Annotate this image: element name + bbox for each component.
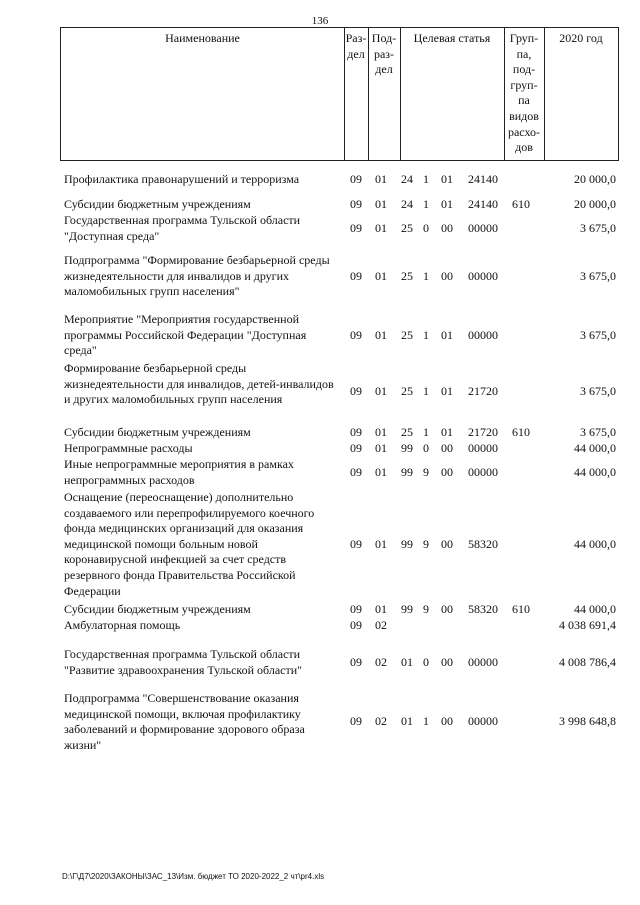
cell-direction: 21720 — [468, 384, 498, 399]
cell-event: 00 — [441, 714, 453, 729]
col-divider — [544, 28, 545, 160]
cell-name: Профилактика правонарушений и терроризма — [64, 172, 300, 186]
cell-event: 00 — [441, 220, 453, 235]
cell-section: 09 — [350, 220, 362, 235]
cell-event: 00 — [441, 441, 453, 455]
cell-section: 09 — [350, 602, 362, 616]
file-path-footer: D:\Г\Д7\2020\ЗАКОНЫ\ЗАС_13\Изм. бюджет ТО 2020-2022_2 чт\pr4.xls — [62, 872, 325, 881]
cell-subsection: 01 — [375, 327, 387, 342]
cell-subsection: 02 — [375, 654, 387, 669]
cell-subprogram: 0 — [423, 441, 429, 455]
cell-section: 09 — [350, 384, 362, 399]
cell-section: 09 — [350, 654, 362, 669]
header-target-article: Целевая статья — [413, 31, 491, 45]
cell-program: 99 — [401, 464, 413, 479]
cell-program: 99 — [401, 602, 413, 616]
table-row — [0, 457, 640, 488]
cell-subprogram: 1 — [423, 425, 429, 439]
table-row — [0, 618, 640, 634]
table-row — [0, 213, 640, 244]
cell-direction: 58320 — [468, 536, 498, 551]
cell-subsection: 02 — [375, 618, 387, 632]
cell-subprogram: 1 — [423, 384, 429, 399]
cell-event: 01 — [441, 197, 453, 211]
table-row — [0, 361, 640, 423]
cell-amount: 3 675,0 — [580, 327, 616, 342]
cell-name: Государственная программа Тульской области "Развитие здравоохранения Тульской области" — [64, 647, 303, 677]
cell-section: 09 — [350, 268, 362, 283]
cell-subprogram: 0 — [423, 654, 429, 669]
header-expense-group: Груп- па, под- груп- па видов расхо- дов — [507, 31, 541, 155]
cell-amount: 4 008 786,4 — [559, 654, 616, 669]
cell-amount: 20 000,0 — [574, 172, 616, 186]
header-subsection: Под- раз- дел — [371, 31, 397, 77]
cell-program: 24 — [401, 172, 413, 186]
cell-subsection: 01 — [375, 425, 387, 439]
cell-event: 01 — [441, 172, 453, 186]
cell-subprogram: 0 — [423, 220, 429, 235]
cell-amount: 4 038 691,4 — [559, 618, 616, 632]
cell-subprogram: 1 — [423, 327, 429, 342]
cell-section: 09 — [350, 197, 362, 211]
cell-program: 25 — [401, 327, 413, 342]
cell-program: 24 — [401, 197, 413, 211]
cell-name: Субсидии бюджетным учреждениям — [64, 425, 251, 439]
cell-subsection: 01 — [375, 268, 387, 283]
cell-amount: 3 675,0 — [580, 384, 616, 399]
cell-subsection: 01 — [375, 441, 387, 455]
cell-expense-type: 610 — [512, 602, 530, 616]
cell-event: 01 — [441, 327, 453, 342]
cell-section: 09 — [350, 714, 362, 729]
table-header — [60, 27, 619, 161]
cell-program: 25 — [401, 384, 413, 399]
table-row — [0, 647, 640, 678]
cell-section: 09 — [350, 327, 362, 342]
cell-direction: 00000 — [468, 464, 498, 479]
cell-program: 99 — [401, 536, 413, 551]
cell-direction: 00000 — [468, 327, 498, 342]
table-row — [0, 197, 640, 213]
cell-amount: 3 675,0 — [580, 220, 616, 235]
cell-subsection: 01 — [375, 536, 387, 551]
cell-subsection: 01 — [375, 220, 387, 235]
cell-direction: 00000 — [468, 714, 498, 729]
cell-name: Иные непрограммные мероприятия в рамках непрограммных расходов — [64, 457, 294, 487]
table-row — [0, 253, 640, 300]
cell-program: 25 — [401, 220, 413, 235]
cell-amount: 3 998 648,8 — [559, 714, 616, 729]
cell-amount: 44 000,0 — [574, 536, 616, 551]
header-section: Раз- дел — [345, 31, 367, 61]
cell-subprogram: 9 — [423, 464, 429, 479]
cell-event: 00 — [441, 602, 453, 616]
cell-subsection: 01 — [375, 602, 387, 616]
cell-name: Подпрограмма "Формирование безбарьерной среды жизнедеятельности для инвалидов и других маломобильных групп населения" — [64, 253, 330, 299]
cell-amount: 3 675,0 — [580, 425, 616, 439]
cell-name: Субсидии бюджетным учреждениям — [64, 197, 251, 211]
header-year: 2020 год — [559, 31, 603, 45]
cell-amount: 44 000,0 — [574, 602, 616, 616]
cell-amount: 20 000,0 — [574, 197, 616, 211]
cell-direction: 00000 — [468, 441, 498, 455]
cell-amount: 44 000,0 — [574, 464, 616, 479]
cell-section: 09 — [350, 441, 362, 455]
cell-subsection: 01 — [375, 197, 387, 211]
table-row — [0, 691, 640, 753]
cell-event: 00 — [441, 536, 453, 551]
cell-subprogram: 1 — [423, 714, 429, 729]
cell-name: Непрограммные расходы — [64, 441, 193, 455]
cell-name: Амбулаторная помощь — [64, 618, 181, 632]
table-row — [0, 312, 640, 359]
cell-subsection: 01 — [375, 464, 387, 479]
cell-name: Субсидии бюджетным учреждениям — [64, 602, 251, 616]
table-row — [0, 172, 640, 188]
cell-amount: 44 000,0 — [574, 441, 616, 455]
cell-section: 09 — [350, 536, 362, 551]
cell-direction: 00000 — [468, 268, 498, 283]
cell-event: 00 — [441, 464, 453, 479]
cell-direction: 24140 — [468, 172, 498, 186]
cell-event: 01 — [441, 425, 453, 439]
cell-subsection: 01 — [375, 172, 387, 186]
cell-name: Мероприятие "Мероприятия государственной программы Российской Федерации "Доступная среда" — [64, 312, 307, 358]
table-row — [0, 490, 640, 599]
cell-subsection: 02 — [375, 714, 387, 729]
cell-expense-type: 610 — [512, 425, 530, 439]
cell-name: Оснащение (переоснащение) дополнительно создаваемого или перепрофилируемого коечного фонда медицинских организаций для оказания медицинской помощи больным новой коронавирусной инфекцией за счет средств резервного фонда Правительства Российской Федерации — [64, 490, 315, 598]
cell-amount: 3 675,0 — [580, 268, 616, 283]
cell-program: 01 — [401, 714, 413, 729]
cell-expense-type: 610 — [512, 197, 530, 211]
cell-direction: 21720 — [468, 425, 498, 439]
col-divider — [400, 28, 401, 160]
cell-direction: 24140 — [468, 197, 498, 211]
cell-direction: 00000 — [468, 220, 498, 235]
table-row — [0, 441, 640, 457]
table-row — [0, 602, 640, 618]
cell-program: 25 — [401, 268, 413, 283]
cell-subprogram: 1 — [423, 197, 429, 211]
cell-section: 09 — [350, 464, 362, 479]
cell-direction: 58320 — [468, 602, 498, 616]
cell-subprogram: 1 — [423, 268, 429, 283]
cell-direction: 00000 — [468, 654, 498, 669]
table-row — [0, 425, 640, 441]
cell-program: 99 — [401, 441, 413, 455]
cell-name: Государственная программа Тульской области "Доступная среда" — [64, 213, 301, 243]
cell-name: Подпрограмма "Совершенствование оказания медицинской помощи, включая профилактику заболеваний и формирование здорового образа жизни" — [64, 691, 305, 752]
cell-subsection: 01 — [375, 384, 387, 399]
cell-section: 09 — [350, 618, 362, 632]
page-number: 136 — [311, 15, 329, 27]
cell-event: 00 — [441, 654, 453, 669]
cell-name: Формирование безбарьерной среды жизнедеятельности для инвалидов, детей-инвалидов и других маломобильных групп населения — [64, 361, 334, 407]
cell-subprogram: 1 — [423, 172, 429, 186]
cell-event: 00 — [441, 268, 453, 283]
cell-program: 25 — [401, 425, 413, 439]
cell-section: 09 — [350, 172, 362, 186]
cell-subprogram: 9 — [423, 536, 429, 551]
cell-program: 01 — [401, 654, 413, 669]
header-name: Наименование — [165, 31, 240, 45]
cell-section: 09 — [350, 425, 362, 439]
cell-event: 01 — [441, 384, 453, 399]
cell-subprogram: 9 — [423, 602, 429, 616]
